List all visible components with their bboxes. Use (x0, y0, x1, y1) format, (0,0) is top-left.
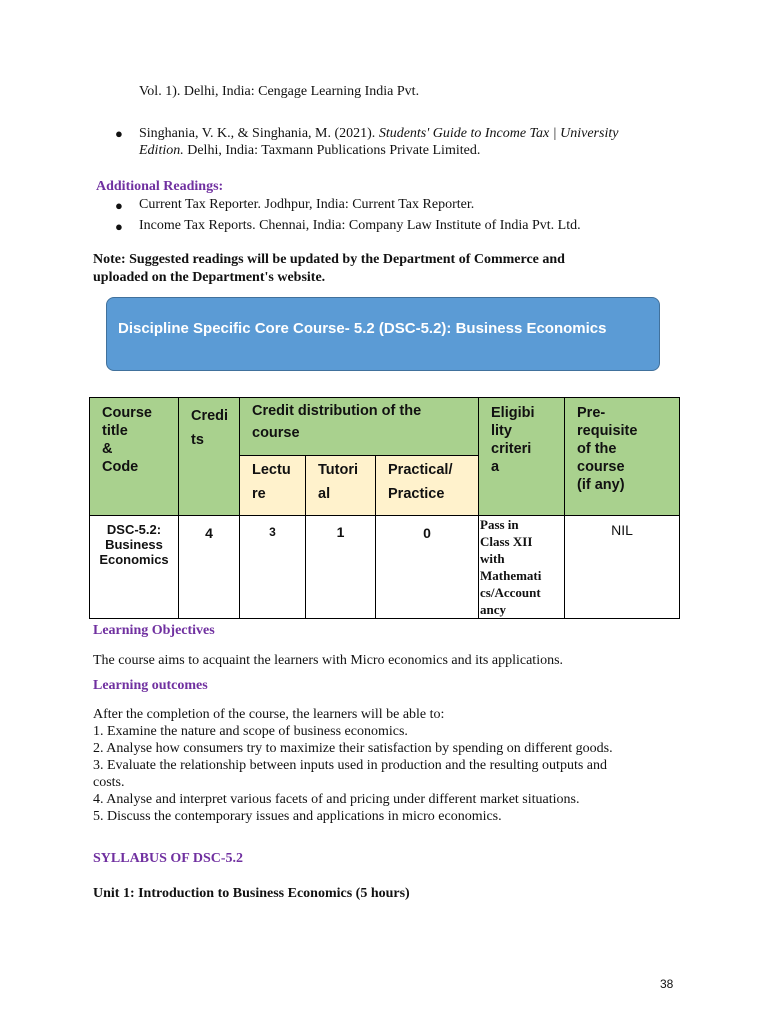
reference-continuation: Vol. 1). Delhi, India: Cengage Learning India Pvt. (139, 84, 420, 99)
cell-lecture: 3 (240, 516, 306, 619)
cell-credits: 4 (179, 516, 240, 619)
course-banner-title: Discipline Specific Core Course- 5.2 (DSC-5.2): Business Economics (118, 320, 607, 337)
learning-outcome-item: 3. Evaluate the relationship between inputs used in production and the resulting outputs and (93, 758, 608, 773)
learning-outcome-item: 5. Discuss the contemporary issues and applications in micro economics. (93, 809, 502, 824)
cell-tutorial: 1 (306, 516, 376, 619)
bullet-icon: ● (115, 126, 123, 141)
bullet-icon: ● (115, 198, 123, 213)
learning-outcome-item: 4. Analyse and interpret various facets of and pricing under different market situations. (93, 792, 580, 807)
learning-outcome-item: 1. Examine the nature and scope of business economics. (93, 724, 408, 739)
bullet-icon: ● (115, 219, 123, 234)
additional-reading-item: Income Tax Reports. Chennai, India: Company Law Institute of India Pvt. Ltd. (139, 218, 581, 233)
additional-reading-item: Current Tax Reporter. Jodhpur, India: Current Tax Reporter. (139, 197, 475, 212)
course-credit-table (89, 397, 680, 619)
header-credit-distribution: Credit distribution of the course (240, 398, 479, 456)
header-eligibility: Eligibi lity criteri a (479, 398, 565, 516)
reference-authors: Singhania, V. K., & Singhania, M. (2021). (139, 126, 379, 141)
cell-course-code: DSC-5.2: Business Economics (90, 516, 179, 619)
note-line-1: Note: Suggested readings will be updated by the Department of Commerce and (93, 252, 565, 267)
header-prerequisite: Pre- requisite of the course (if any) (565, 398, 680, 516)
header-tutorial: Tutori al (306, 456, 376, 516)
note-line-2: uploaded on the Department's website. (93, 270, 326, 285)
reference-singhania (139, 125, 679, 159)
cell-practical: 0 (376, 516, 479, 619)
learning-objectives-text: The course aims to acquaint the learners with Micro economics and its applications. (93, 653, 564, 668)
reference-title: Students' Guide to Income Tax | University (378, 126, 619, 141)
learning-outcomes-list (93, 706, 673, 825)
learning-outcome-item: costs. (93, 775, 125, 790)
cell-prerequisite: NIL (565, 516, 680, 619)
reference-title-2: Edition. (139, 143, 184, 158)
syllabus-heading: SYLLABUS OF DSC-5.2 (93, 851, 244, 866)
additional-readings-heading: Additional Readings: (96, 179, 224, 194)
reference-publisher: Delhi, India: Taxmann Publications Private Limited. (183, 143, 481, 158)
learning-outcomes-heading: Learning outcomes (93, 678, 208, 693)
header-practical: Practical/ Practice (376, 456, 479, 516)
header-course-title-code: Course title & Code (90, 398, 179, 516)
header-credits: Credi ts (179, 398, 240, 516)
learning-outcomes-intro: After the completion of the course, the learners will be able to: (93, 707, 445, 722)
page-number: 38 (660, 977, 674, 991)
cell-eligibility: Pass in Class XII with Mathemati cs/Account ancy (479, 516, 565, 619)
unit-1-heading: Unit 1: Introduction to Business Economics (5 hours) (93, 886, 410, 901)
header-lecture: Lectu re (240, 456, 306, 516)
learning-objectives-heading: Learning Objectives (93, 623, 215, 638)
course-banner (106, 297, 660, 371)
learning-outcome-item: 2. Analyse how consumers try to maximize their satisfaction by spending on different goods. (93, 741, 613, 756)
